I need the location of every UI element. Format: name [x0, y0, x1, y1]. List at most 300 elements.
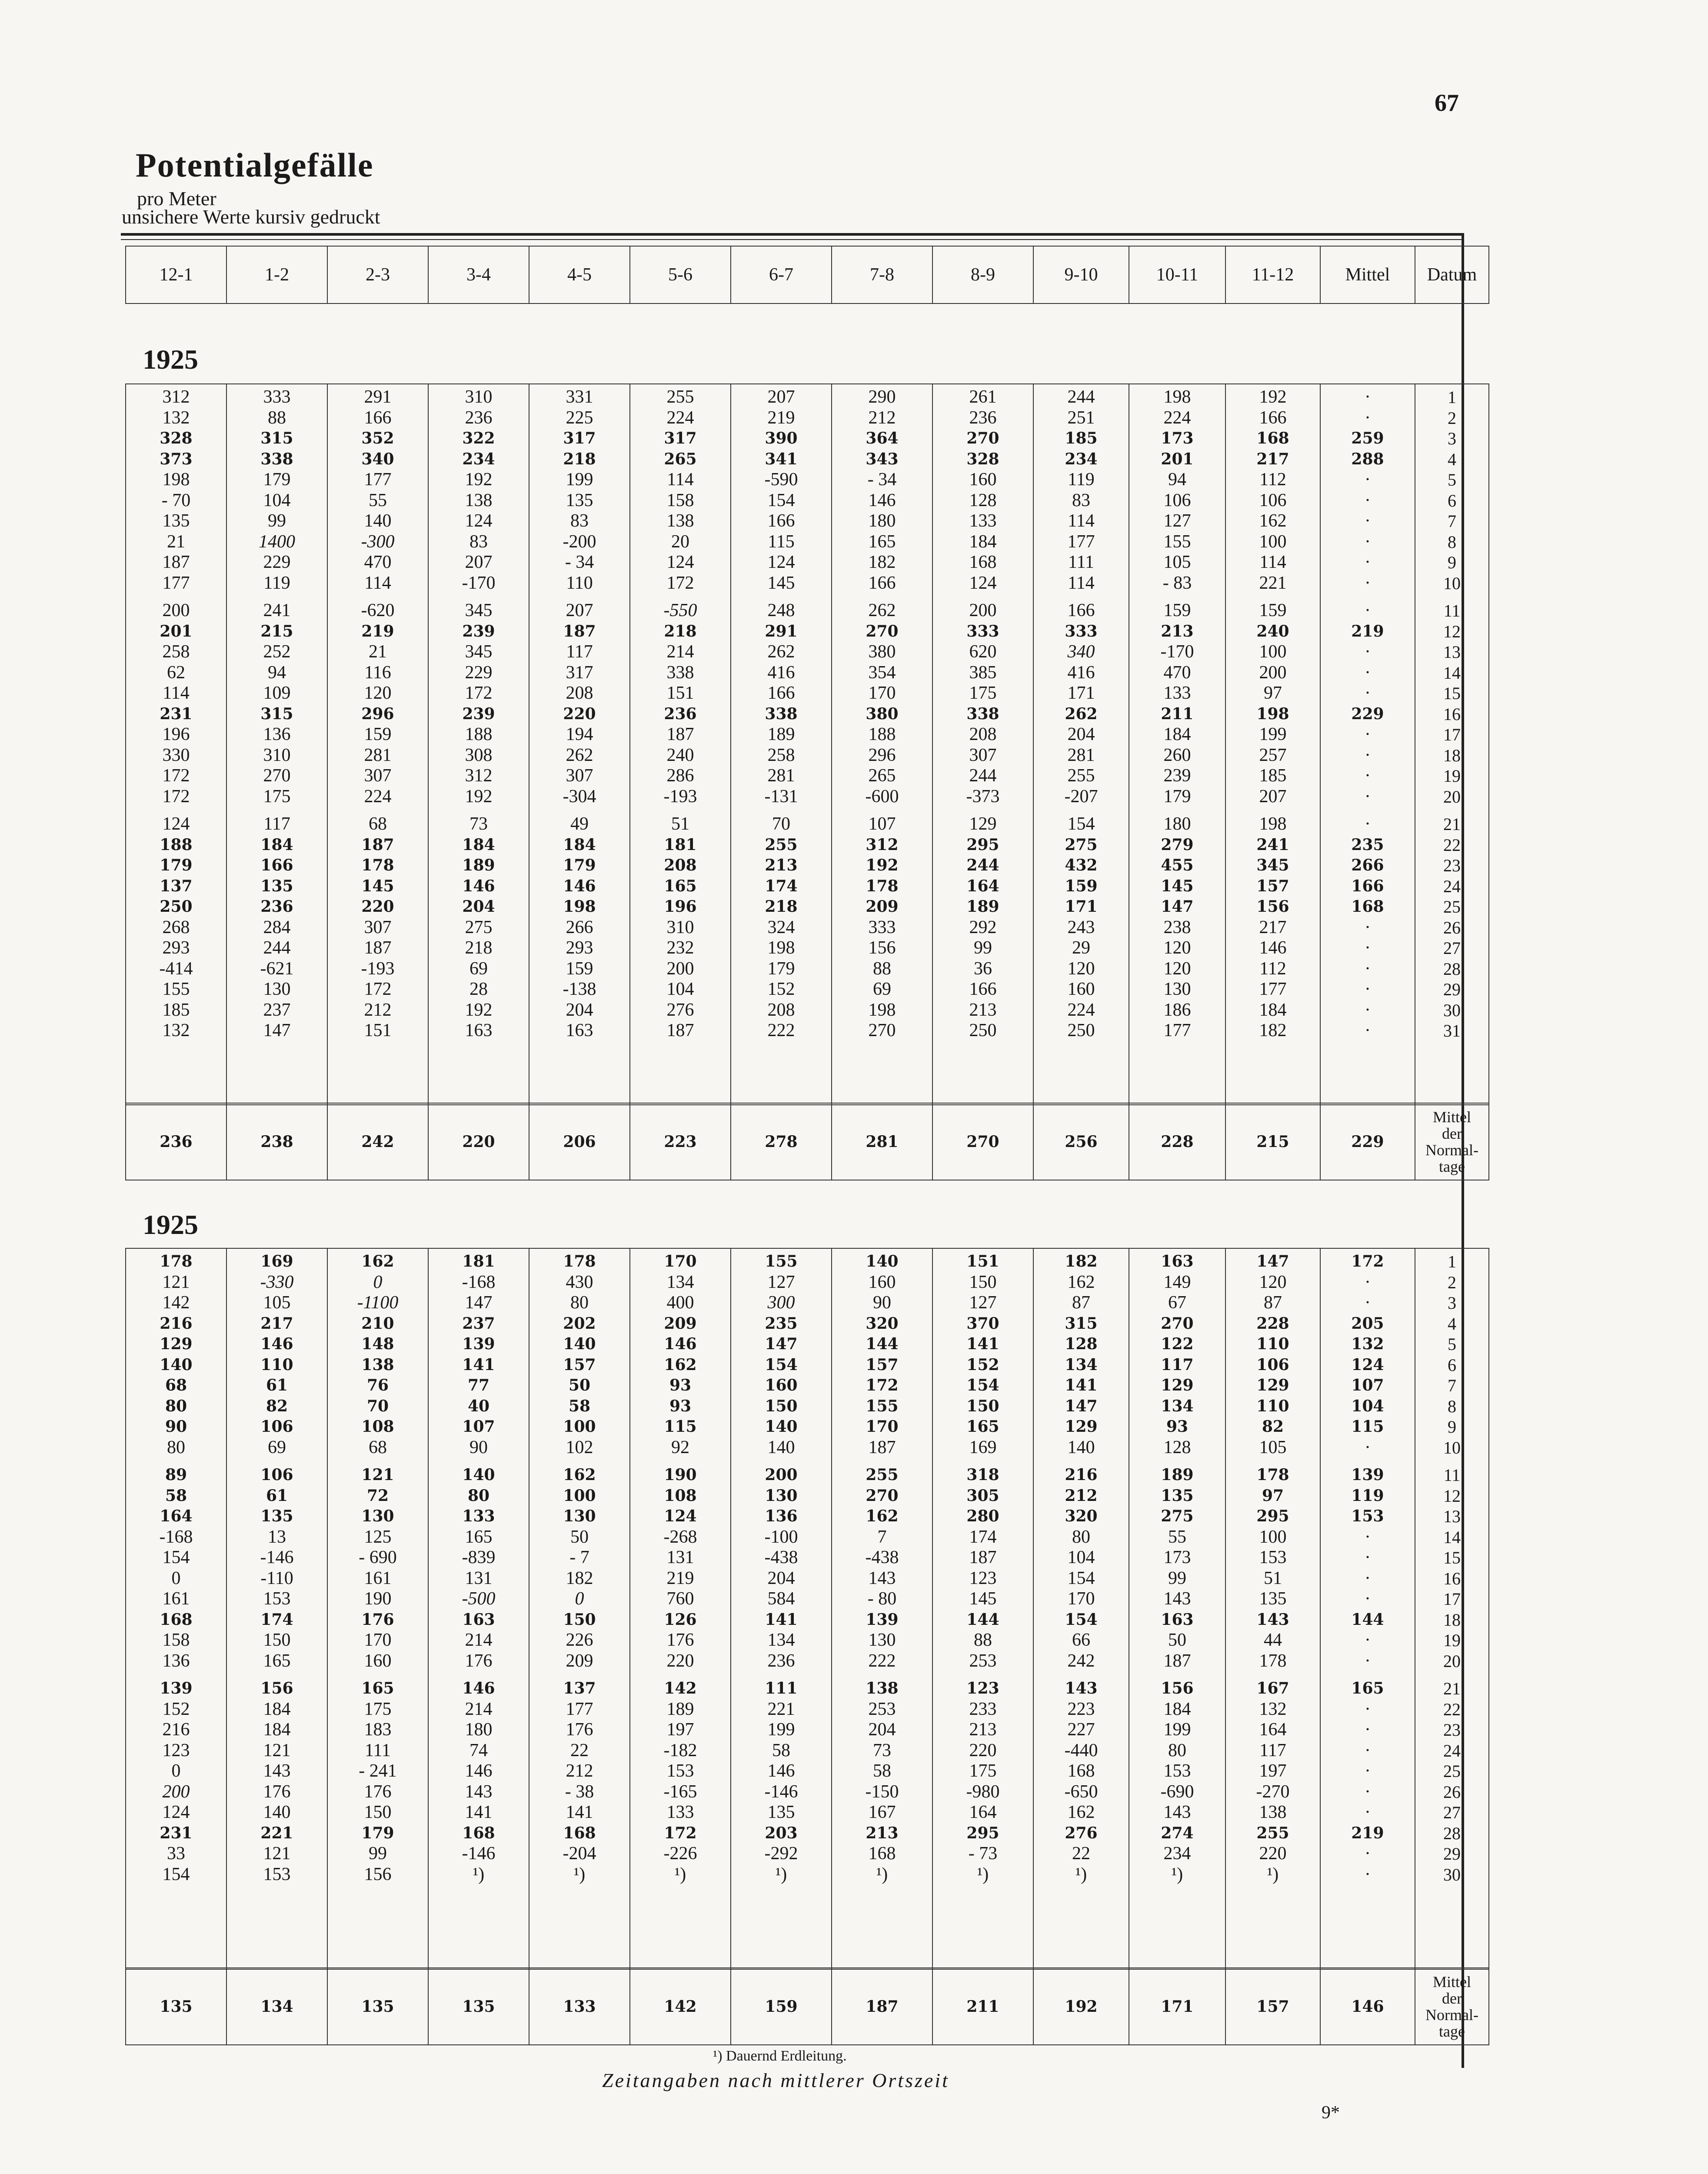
section1-cell: 266 — [566, 917, 593, 937]
section1-cell: 13 — [1443, 642, 1461, 662]
section2-cell: 214 — [465, 1630, 493, 1650]
section1-cell: 146 — [563, 877, 596, 895]
section1-cell: 198 — [868, 1000, 896, 1020]
section1-cell: · — [1365, 573, 1371, 593]
section2-cell: -1100 — [357, 1293, 399, 1313]
section2-cell: 50 — [1168, 1630, 1186, 1650]
section1-cell: 132 — [162, 407, 190, 428]
section2-cell: · — [1365, 1630, 1371, 1650]
section1-cell: 244 — [966, 856, 999, 874]
section2-cell: ¹) — [573, 1864, 586, 1884]
column-header-3: 3-4 — [428, 246, 529, 303]
section1-cell: 192 — [465, 470, 493, 490]
section1-cell: 147 — [1161, 897, 1194, 916]
section2-cell: 204 — [767, 1568, 795, 1588]
section2-column-10 — [1129, 1248, 1225, 1969]
section1-cell: 200 — [969, 600, 997, 620]
section1-cell: 159 — [566, 958, 593, 979]
section2-cell: 106 — [260, 1417, 293, 1436]
section2-cell: 162 — [361, 1252, 394, 1270]
section1-cell: 196 — [664, 897, 697, 916]
section2-cell: 13 — [268, 1527, 286, 1547]
section2-cell: 430 — [566, 1272, 593, 1292]
section1-cell: 224 — [1067, 1000, 1095, 1020]
section1-column-8 — [932, 384, 1033, 1105]
section1-cell: 28 — [1443, 959, 1461, 979]
section1-cell: 22 — [1443, 835, 1461, 855]
section2-cell: 178 — [1256, 1466, 1289, 1484]
section1-cell: 270 — [866, 622, 899, 640]
section1-cell: 145 — [1161, 877, 1194, 895]
section1-cell: 218 — [563, 450, 596, 468]
section2-cell: 255 — [866, 1466, 899, 1484]
section2-cell: 253 — [969, 1651, 997, 1671]
section2-cell: 80 — [1168, 1740, 1186, 1761]
section2-cell: 139 — [1351, 1466, 1384, 1484]
section2-cell: 138 — [866, 1679, 899, 1697]
section2-cell: 236 — [767, 1651, 795, 1671]
section2-cell: 219 — [666, 1568, 694, 1588]
section1-cell: 229 — [263, 552, 291, 572]
section2-cell: 58 — [873, 1761, 891, 1781]
section2-cell: 157 — [866, 1355, 899, 1374]
section2-cell: 73 — [873, 1740, 891, 1761]
section1-column-13 — [1415, 384, 1489, 1105]
section2-cell: 0 — [171, 1761, 181, 1781]
section1-cell: 68 — [369, 814, 387, 834]
section1-cell: 51 — [671, 814, 689, 834]
section2-cell: 177 — [566, 1699, 593, 1719]
section2-cell: 270 — [866, 1486, 899, 1505]
section1-cell: 290 — [868, 387, 896, 407]
section1-column-3 — [428, 384, 529, 1105]
section1-cell: 109 — [263, 683, 291, 703]
section2-cell: 147 — [1065, 1397, 1098, 1415]
section1-cell: 145 — [767, 573, 795, 593]
section2-cell: - 73 — [968, 1844, 998, 1864]
section2-cell: -182 — [663, 1740, 697, 1761]
section2-cell: 178 — [160, 1252, 193, 1270]
section1-cell: 196 — [162, 724, 190, 744]
section2-cell: 203 — [765, 1824, 798, 1842]
section2-cell: 140 — [160, 1355, 193, 1374]
section2-cell: 29 — [1443, 1844, 1461, 1864]
section1-cell: 152 — [767, 979, 795, 999]
section2-mean-11: 157 — [1225, 1968, 1320, 2045]
section1-cell: 174 — [765, 877, 798, 895]
section1-cell: 16 — [1443, 704, 1461, 724]
section1-cell: 345 — [465, 600, 493, 620]
section1-cell: 345 — [465, 642, 493, 662]
section1-cell: 189 — [462, 856, 495, 874]
section1-column-5 — [630, 384, 731, 1105]
section2-cell: 138 — [361, 1355, 394, 1374]
section2-cell: 156 — [260, 1679, 293, 1697]
section2-cell: 146 — [767, 1761, 795, 1781]
section2-cell: · — [1365, 1527, 1371, 1547]
section1-column-4 — [529, 384, 630, 1105]
section1-mean-9: 256 — [1033, 1103, 1129, 1180]
section1-cell: 234 — [1065, 450, 1098, 468]
section2-cell: 142 — [664, 1679, 697, 1697]
section2-cell: 18 — [1443, 1610, 1461, 1630]
section2-cell: 108 — [361, 1417, 394, 1436]
section2-cell: -168 — [462, 1272, 496, 1292]
section1-cell: 201 — [1161, 450, 1194, 468]
section1-cell: 296 — [868, 745, 896, 765]
section2-cell: 182 — [1065, 1252, 1098, 1270]
section1-cell: 255 — [666, 387, 694, 407]
section1-cell: 106 — [1163, 490, 1191, 510]
section1-cell: 69 — [873, 979, 891, 999]
section1-cell: 181 — [664, 835, 697, 854]
section2-cell: 90 — [469, 1437, 488, 1457]
section1-cell: 241 — [1256, 835, 1289, 854]
section2-cell: 110 — [260, 1355, 293, 1374]
section2-cell: 104 — [1351, 1397, 1384, 1415]
section2-column-5 — [630, 1248, 731, 1969]
section1-cell: 307 — [566, 766, 593, 786]
section2-cell: 164 — [160, 1507, 193, 1525]
section2-cell: 131 — [666, 1547, 694, 1567]
section1-cell: 30 — [1443, 1000, 1461, 1020]
section2-cell: 0 — [373, 1272, 383, 1292]
section2-cell: 154 — [162, 1864, 190, 1884]
section2-cell: 150 — [563, 1610, 596, 1629]
mean-label-line: der — [1442, 1989, 1462, 2007]
section1-cell: 23 — [1443, 856, 1461, 875]
section2-cell: 123 — [162, 1740, 190, 1761]
section2-cell: -146 — [462, 1844, 496, 1864]
signature-mark: 9* — [1322, 2103, 1340, 2123]
section1-cell: 99 — [268, 511, 286, 531]
section1-cell: 6 — [1448, 490, 1456, 510]
section2-cell: 13 — [1443, 1507, 1461, 1526]
section1-cell: 88 — [268, 407, 286, 428]
section2-cell: 157 — [563, 1355, 596, 1374]
section1-cell: 470 — [1163, 662, 1191, 683]
section2-cell: 154 — [1067, 1568, 1095, 1588]
section1-cell: 310 — [465, 387, 493, 407]
section2-cell: 235 — [765, 1314, 798, 1333]
section2-cell: · — [1365, 1437, 1371, 1457]
section2-cell: 121 — [263, 1844, 291, 1864]
section1-cell: 185 — [1065, 429, 1098, 447]
section1-cell: 328 — [160, 429, 193, 447]
section1-cell: 207 — [465, 552, 493, 572]
section1-cell: 24 — [1443, 876, 1461, 896]
section2-cell: 132 — [1351, 1335, 1384, 1353]
section2-cell: 231 — [160, 1824, 193, 1842]
section1-cell: 198 — [563, 897, 596, 916]
section2-cell: · — [1365, 1547, 1371, 1567]
section2-cell: 320 — [1065, 1507, 1098, 1525]
section2-cell: 142 — [162, 1293, 190, 1313]
section2-cell: 146 — [260, 1335, 293, 1353]
section2-cell: 155 — [765, 1252, 798, 1270]
section1-cell: 338 — [666, 662, 694, 683]
section1-cell: 312 — [162, 387, 190, 407]
section1-cell: 281 — [1067, 745, 1095, 765]
section1-cell: 322 — [462, 429, 495, 447]
section1-cell: -193 — [361, 958, 395, 979]
section1-cell: 104 — [666, 979, 694, 999]
section2-cell: 180 — [465, 1720, 493, 1740]
section2-cell: 213 — [969, 1720, 997, 1740]
section1-cell: 239 — [1163, 766, 1191, 786]
mean-label-line: der — [1442, 1124, 1462, 1142]
section2-cell: 149 — [1163, 1272, 1191, 1292]
section1-cell: · — [1365, 1000, 1371, 1020]
section2-cell: 143 — [1163, 1589, 1191, 1609]
section2-cell: 115 — [664, 1417, 697, 1436]
section1-cell: 112 — [1259, 958, 1286, 979]
section1-cell: 275 — [465, 917, 493, 937]
section1-cell: 145 — [361, 877, 394, 895]
section2-cell: 67 — [1168, 1293, 1186, 1313]
section2-cell: 178 — [1259, 1651, 1287, 1671]
section1-cell: 124 — [465, 511, 493, 531]
section2-mean-7: 187 — [832, 1968, 932, 2045]
section1-cell: 112 — [1259, 470, 1286, 490]
section1-cell: 55 — [369, 490, 387, 510]
section2-cell: 170 — [1067, 1589, 1095, 1609]
section2-cell: 150 — [263, 1630, 291, 1650]
section1-cell: 213 — [969, 1000, 997, 1020]
section2-cell: 210 — [361, 1314, 394, 1333]
section1-cell: 317 — [563, 429, 596, 447]
section1-cell: 240 — [1256, 622, 1289, 640]
section2-cell: -226 — [663, 1844, 697, 1864]
section1-column-6 — [731, 384, 832, 1105]
section2-cell: 61 — [266, 1486, 288, 1505]
section2-cell: 106 — [1256, 1355, 1289, 1374]
section1-cell: 146 — [1259, 938, 1287, 958]
section2-cell: 124 — [664, 1507, 697, 1525]
section2-cell: -980 — [966, 1781, 1000, 1802]
section1-cell: 178 — [866, 877, 899, 895]
section2-cell: 122 — [1161, 1335, 1194, 1353]
section2-cell: 199 — [1163, 1720, 1191, 1740]
section2-cell: ¹) — [1267, 1864, 1279, 1884]
section2-cell: 82 — [266, 1397, 288, 1415]
section2-cell: 584 — [767, 1589, 795, 1609]
section1-cell: 1400 — [259, 531, 295, 552]
section2-cell: -330 — [260, 1272, 294, 1292]
column-header-11: 11-12 — [1225, 246, 1320, 303]
section1-cell: 155 — [162, 979, 190, 999]
page-title: Potentialgefälle — [136, 146, 374, 184]
section1-cell: 231 — [160, 704, 193, 723]
section1-cell: -170 — [1160, 642, 1194, 662]
section1-cell: · — [1365, 490, 1371, 510]
section2-cell: · — [1365, 1864, 1371, 1884]
section1-cell: -600 — [865, 786, 899, 807]
section1-cell: 243 — [1067, 917, 1095, 937]
section2-column-13 — [1415, 1248, 1489, 1969]
section1-cell: 317 — [664, 429, 697, 447]
section2-cell: ¹) — [876, 1864, 888, 1884]
section2-cell: 90 — [165, 1417, 187, 1436]
section1-cell: 158 — [666, 490, 694, 510]
section1-cell: 120 — [1163, 938, 1191, 958]
section2-cell: 110 — [1256, 1335, 1289, 1353]
section1-cell: 187 — [563, 622, 596, 640]
section1-cell: 166 — [1259, 407, 1287, 428]
section1-mean-12: 229 — [1320, 1103, 1415, 1180]
column-header-4: 4-5 — [529, 246, 630, 303]
section1-cell: 330 — [162, 745, 190, 765]
section2-cell: 182 — [566, 1568, 593, 1588]
section1-cell: 114 — [1259, 552, 1286, 572]
section2-cell: 172 — [1351, 1252, 1384, 1270]
section2-cell: 209 — [566, 1651, 593, 1671]
section1-cell: 124 — [969, 573, 997, 593]
section2-cell: -165 — [663, 1781, 697, 1802]
section1-cell: · — [1365, 979, 1371, 999]
section2-cell: 156 — [1161, 1679, 1194, 1697]
section2-cell: -650 — [1064, 1781, 1098, 1802]
section2-cell: 150 — [364, 1802, 392, 1822]
section1-cell: 257 — [1259, 745, 1287, 765]
section2-cell: 26 — [1443, 1782, 1461, 1802]
section2-cell: 128 — [1065, 1335, 1098, 1353]
section2-cell: -438 — [865, 1547, 899, 1567]
section1-cell: 88 — [873, 958, 891, 979]
section2-cell: 12 — [1443, 1486, 1461, 1506]
section2-cell: · — [1365, 1699, 1371, 1719]
section1-column-9 — [1033, 384, 1129, 1105]
section2-cell: 143 — [465, 1781, 493, 1802]
section1-cell: 199 — [1259, 724, 1287, 744]
section1-cell: 188 — [160, 835, 193, 854]
section1-cell: 219 — [767, 407, 795, 428]
section2-cell: 22 — [1072, 1844, 1090, 1864]
section1-cell: 198 — [1256, 704, 1289, 723]
section1-cell: · — [1365, 786, 1371, 807]
section2-cell: 134 — [666, 1272, 694, 1292]
section2-cell: 176 — [566, 1720, 593, 1740]
section1-cell: 124 — [162, 814, 190, 834]
section2-cell: 167 — [868, 1802, 896, 1822]
year-label-section2: 1925 — [143, 1209, 198, 1240]
section2-cell: 165 — [966, 1417, 999, 1436]
section2-cell: 87 — [1264, 1293, 1282, 1313]
section2-cell: 139 — [462, 1335, 495, 1353]
section1-cell: 315 — [260, 429, 293, 447]
section1-cell: 184 — [1259, 1000, 1287, 1020]
section1-cell: 236 — [969, 407, 997, 428]
section1-cell: · — [1365, 958, 1371, 979]
section2-cell: 176 — [364, 1781, 392, 1802]
section1-cell: 129 — [969, 814, 997, 834]
section2-cell: 170 — [866, 1417, 899, 1436]
section2-cell: 168 — [563, 1824, 596, 1842]
section1-column-2 — [327, 384, 428, 1105]
section2-mean-6: 159 — [731, 1968, 832, 2045]
section1-cell: · — [1365, 917, 1371, 937]
section2-cell: 181 — [462, 1252, 495, 1270]
section1-cell: 166 — [1067, 600, 1095, 620]
section1-mean-3: 220 — [428, 1103, 529, 1180]
column-header-5: 5-6 — [630, 246, 731, 303]
section1-cell: 215 — [260, 622, 293, 640]
section1-cell: 189 — [767, 724, 795, 744]
section2-cell: 130 — [765, 1486, 798, 1505]
section1-cell: 135 — [566, 490, 593, 510]
section2-cell: 172 — [866, 1376, 899, 1394]
section1-cell: 213 — [765, 856, 798, 874]
section1-cell: 333 — [263, 387, 291, 407]
section1-cell: 224 — [1163, 407, 1191, 428]
section1-cell: 164 — [966, 877, 999, 895]
section1-cell: 244 — [1067, 387, 1095, 407]
section2-cell: 143 — [868, 1568, 896, 1588]
section2-cell: 169 — [969, 1437, 997, 1457]
section1-cell: 166 — [767, 511, 795, 531]
section2-cell: 175 — [364, 1699, 392, 1719]
section2-cell: 168 — [462, 1824, 495, 1842]
section1-cell: 170 — [868, 683, 896, 703]
section2-cell: 223 — [1067, 1699, 1095, 1719]
section2-column-11 — [1225, 1248, 1320, 1969]
section1-cell: 345 — [1256, 856, 1289, 874]
section1-cell: 137 — [160, 877, 193, 895]
section1-cell: 291 — [364, 387, 392, 407]
section2-cell: 0 — [575, 1589, 584, 1609]
section2-cell: 153 — [1163, 1761, 1191, 1781]
section1-cell: 198 — [1259, 814, 1287, 834]
section2-cell: 102 — [566, 1437, 593, 1457]
section1-cell: 207 — [1259, 786, 1287, 807]
section2-cell: 14 — [1443, 1527, 1461, 1547]
section1-cell: 211 — [1161, 704, 1194, 723]
section1-cell: 100 — [1259, 531, 1287, 552]
mean-label-line: Normal- — [1425, 1141, 1478, 1159]
section1-cell: 338 — [966, 704, 999, 723]
section2-cell: · — [1365, 1761, 1371, 1781]
column-header-9: 9-10 — [1033, 246, 1129, 303]
section2-cell: 7 — [1448, 1376, 1456, 1395]
section2-cell: 141 — [966, 1335, 999, 1353]
section2-cell: 72 — [366, 1486, 389, 1505]
section2-cell: 162 — [563, 1466, 596, 1484]
section2-cell: 93 — [669, 1397, 692, 1415]
section2-cell: 21 — [1443, 1679, 1461, 1698]
means-row-section2 — [125, 1967, 1489, 2045]
section2-cell: 151 — [966, 1252, 999, 1270]
section1-cell: 208 — [664, 856, 697, 874]
section1-cell: 117 — [566, 642, 593, 662]
year-label-section1: 1925 — [143, 344, 198, 375]
section1-cell: 184 — [563, 835, 596, 854]
section2-cell: 153 — [1259, 1547, 1287, 1567]
section1-cell: 151 — [666, 683, 694, 703]
section1-cell: 416 — [767, 662, 795, 683]
section2-cell: 70 — [366, 1397, 389, 1415]
section2-cell: 135 — [1259, 1589, 1287, 1609]
section1-cell: 199 — [566, 470, 593, 490]
section2-cell: 158 — [162, 1630, 190, 1650]
section2-cell: 129 — [1161, 1376, 1194, 1394]
section2-cell: 147 — [465, 1293, 493, 1313]
section1-cell: 380 — [866, 704, 899, 723]
section2-cell: - 7 — [569, 1547, 589, 1567]
section1-cell: 29 — [1072, 938, 1090, 958]
section2-cell: 130 — [868, 1630, 896, 1650]
section2-cell: 216 — [1065, 1466, 1098, 1484]
section2-cell: 400 — [666, 1293, 694, 1313]
